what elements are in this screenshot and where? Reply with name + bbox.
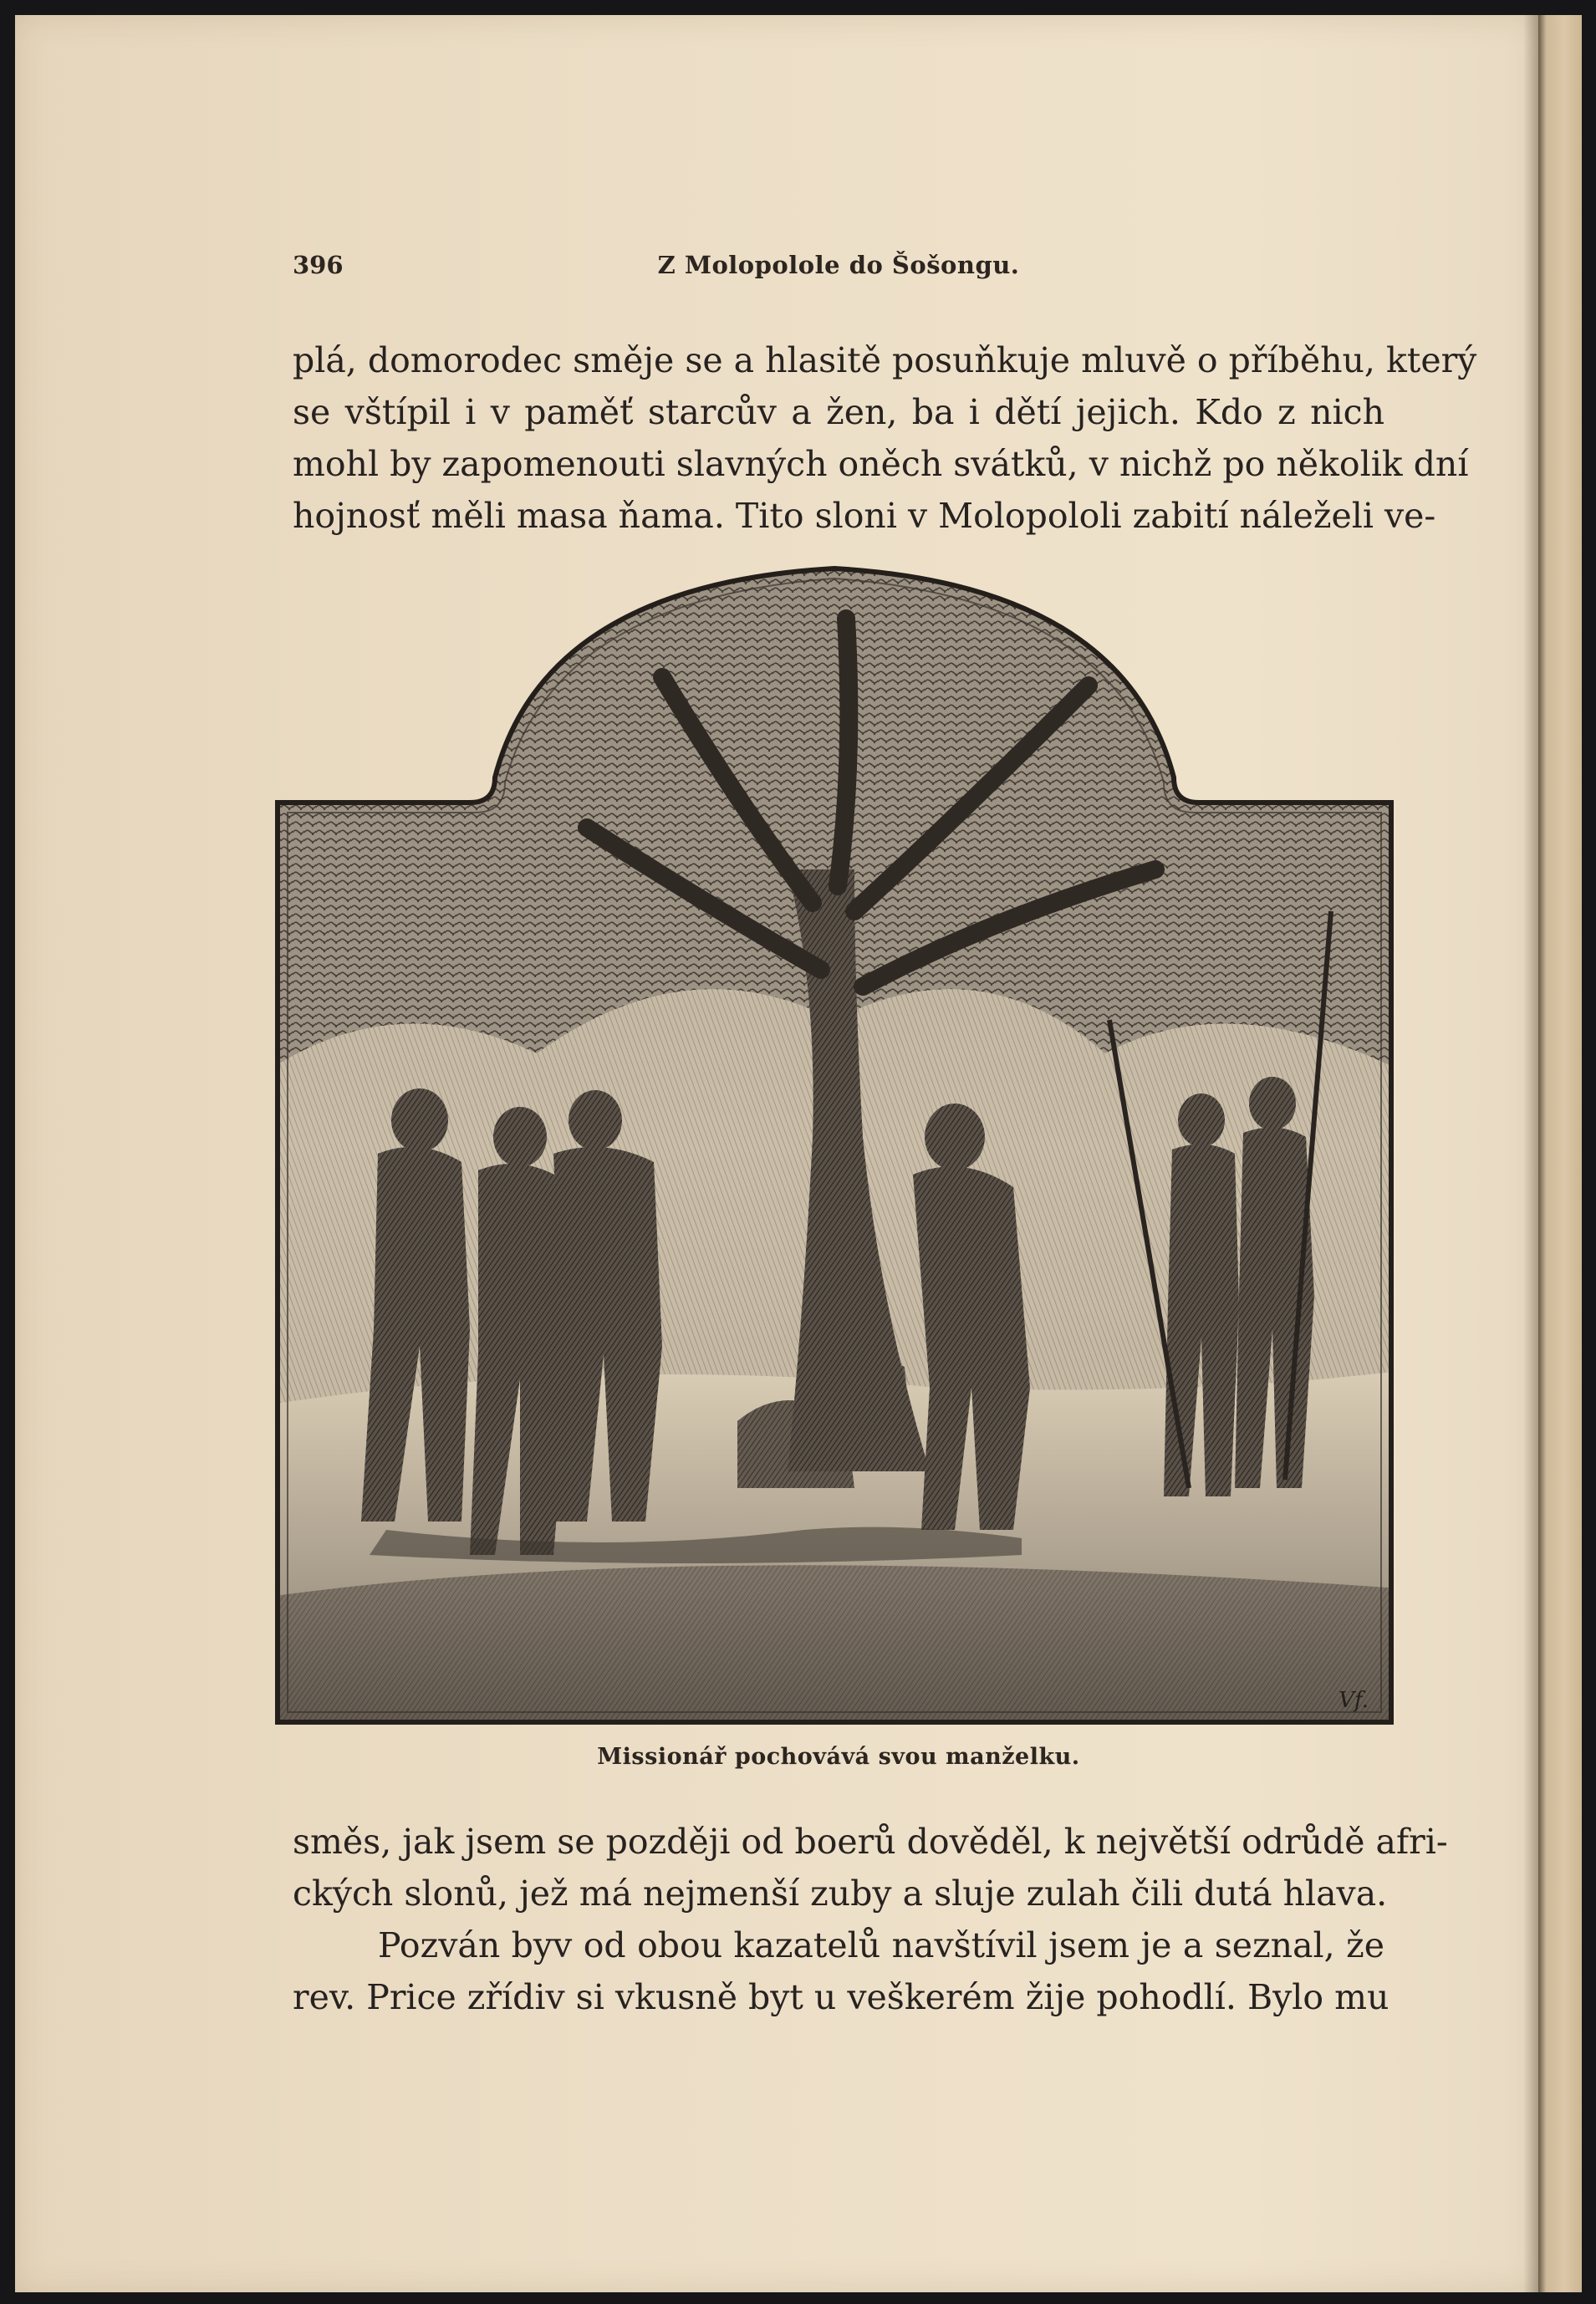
text-line: směs, jak jsem se později od boerů dověděl, k největší odrůdě afri- — [293, 1822, 1448, 1862]
text-line: hojnosť měli masa ňama. Tito sloni v Molopololi zabití náleželi ve- — [293, 496, 1436, 536]
text-line: rev. Price zřídiv si vkusně byt u veškerém žije pohodlí. Bylo mu — [293, 1977, 1389, 2017]
running-title: Z Molopolole do Šošongu. — [657, 251, 1020, 279]
page-number: 396 — [293, 251, 344, 279]
text-line: se vštípil i v paměť starcův a žen, ba i dětí jejich. Kdo z nich — [293, 392, 1384, 432]
engraving-illustration — [269, 552, 1400, 1739]
bottom-paragraphs — [293, 1816, 1448, 2023]
text-line: plá, domorodec směje se a hlasitě posuňkuje mluvě o příběhu, který — [293, 340, 1477, 380]
text-line: ckých slonů, jež má nejmenší zuby a sluje zulah čili dutá hlava. — [293, 1873, 1388, 1914]
next-page-edge — [1538, 15, 1582, 2292]
top-paragraph — [293, 334, 1477, 542]
spine-shadow — [1523, 15, 1540, 2292]
text-line: Pozván byv od obou kazatelů navštívil jsem je a seznal, že — [378, 1925, 1384, 1965]
running-head — [293, 251, 1384, 284]
text-line: mohl by zapomenouti slavných oněch svátků, v nichž po několik dní — [293, 444, 1469, 484]
engraver-signature: Vf. — [1338, 1688, 1369, 1713]
engraving-scene — [269, 552, 1400, 1739]
illustration-caption: Missionář pochovává svou manželku. — [597, 1744, 1080, 1770]
